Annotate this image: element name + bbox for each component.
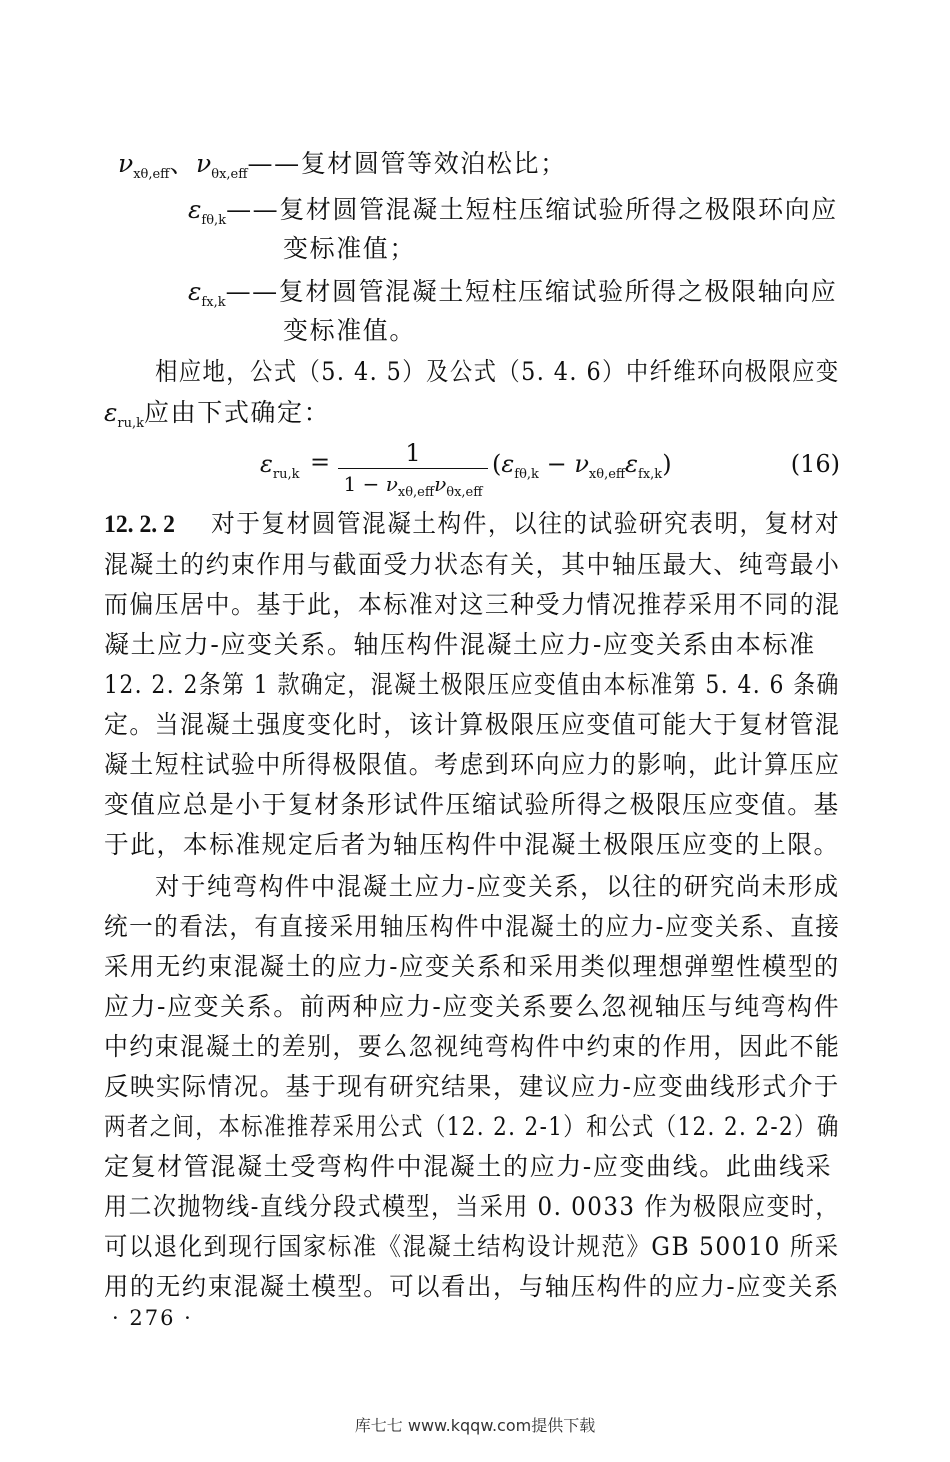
paragraph-line — [104, 1030, 840, 1064]
section-line — [104, 788, 840, 822]
separator: 、 — [169, 149, 197, 178]
subscript: xθ,eff — [397, 485, 435, 500]
paragraph-text: 中约束混凝土的差别，要么忽视纯弯构件中约束的作用，因此不能 — [104, 1032, 841, 1061]
symbol: ν — [574, 450, 589, 478]
equation-lhs — [260, 450, 300, 482]
paragraph-line — [104, 990, 840, 1024]
paragraph-text: 凝土短柱试验中所得极限值。考虑到环向应力的影响，此计算压应 — [104, 750, 841, 779]
section-line — [104, 668, 840, 702]
intro-line — [104, 396, 330, 441]
subscript: ru,k — [272, 466, 300, 482]
paragraph-text: 混凝土的约束作用与截面受力状态有关，其中轴压最大、纯弯最小 — [104, 550, 841, 579]
paragraph-text: 用的无约束混凝土模型。可以看出，与轴压构件的应力-应变关系 — [104, 1272, 840, 1301]
definition-continuation — [283, 232, 416, 266]
paragraph-text: 两者之间，本标准推荐采用公式（12. 2. 2-1）和公式（12. 2. 2-2）确 — [104, 1112, 840, 1141]
equals-sign: = — [310, 448, 331, 476]
equation-number: (16) — [790, 450, 840, 478]
symbol: ν — [434, 472, 447, 496]
paragraph-text: 而偏压居中。基于此，本标准对这三种受力情况推荐采用不同的混 — [104, 590, 841, 619]
subscript: fθ,k — [514, 466, 539, 482]
paragraph-text: 统一的看法，有直接采用轴压构件中混凝土的应力-应变关系、直接 — [104, 912, 841, 941]
paragraph-text: 可以退化到现行国家标准《混凝土结构设计规范》GB 50010 所采 — [104, 1232, 840, 1261]
paragraph-line — [104, 1270, 840, 1304]
definition-text: 变标准值。 — [283, 316, 417, 345]
symbol: ν — [196, 149, 212, 178]
paragraph-text: 相应地，公式（5. 4. 5）及公式（5. 4. 6）中纤维环向极限应变 — [155, 357, 840, 386]
subscript: θx,eff — [211, 167, 248, 182]
symbol: ε — [188, 195, 202, 224]
subscript: fθ,k — [201, 213, 227, 228]
subscript: ru,k — [117, 416, 145, 431]
subscript: xθ,eff — [133, 167, 170, 182]
section-line — [104, 548, 840, 582]
symbol: ν — [118, 149, 134, 178]
paragraph-line — [104, 950, 840, 984]
symbol: ε — [501, 450, 515, 478]
definition-text: 复材圆管混凝土短柱压缩试验所得之极限轴向应 — [278, 277, 838, 306]
paragraph-line — [104, 1070, 840, 1104]
paragraph-text: 定。当混凝土强度变化时，该计算极限压应变值可能大于复材管混 — [104, 710, 841, 739]
minus-sign: − — [546, 450, 567, 478]
dash: —— — [226, 195, 280, 224]
subscript: xθ,eff — [588, 466, 626, 482]
denominator-prefix: 1 − — [343, 472, 380, 496]
paragraph-line — [104, 1110, 840, 1144]
paragraph-text: 应力-应变关系。前两种应力-应变关系要么忽视轴压与纯弯构件 — [104, 992, 841, 1021]
equation-16 — [260, 438, 840, 498]
section-line — [104, 828, 840, 862]
symbol: ν — [385, 472, 398, 496]
paragraph-text: 对于复材圆管混凝土构件，以往的试验研究表明，复材对 — [211, 509, 841, 538]
section-line — [104, 748, 840, 782]
dash: —— — [247, 149, 301, 178]
paragraph-text: 应由下式确定： — [144, 398, 331, 427]
page-number: · 276 · — [112, 1306, 193, 1330]
paragraph-line — [104, 1230, 840, 1264]
paragraph-text: 对于纯弯构件中混凝土应力-应变关系，以往的研究尚未形成 — [155, 872, 840, 901]
paragraph-line — [155, 870, 840, 904]
section-line — [104, 628, 816, 662]
section-line — [104, 708, 840, 742]
section-number: 12. 2. 2 — [104, 511, 175, 538]
subscript: θx,eff — [446, 485, 483, 500]
paren: ) — [662, 450, 672, 478]
paragraph-text: 定复材管混凝土受弯构件中混凝土的应力-应变曲线。此曲线采 — [104, 1152, 833, 1181]
definition-text: 变标准值； — [283, 234, 417, 263]
symbol: ε — [625, 450, 639, 478]
definition-text: 复材圆管等效泊松比； — [300, 149, 567, 178]
paragraph-line — [104, 1190, 840, 1224]
dash: —— — [225, 277, 279, 306]
subscript: fx,k — [201, 295, 226, 310]
definition-continuation — [283, 314, 416, 348]
paragraph-text: 凝土应力-应变关系。轴压构件混凝土应力-应变关系由本标准 — [104, 630, 816, 659]
paren: ( — [492, 450, 502, 478]
denominator — [338, 469, 488, 508]
fraction — [338, 438, 488, 508]
paragraph-text: 12. 2. 2条第 1 款确定，混凝土极限压应变值由本标准第 5. 4. 6 条确 — [104, 670, 840, 699]
paragraph-text: 用二次抛物线-直线分段式模型，当采用 0. 0033 作为极限应变时， — [104, 1192, 840, 1221]
paragraph-text: 于此，本标准规定后者为轴压构件中混凝土极限压应变的上限。 — [104, 830, 840, 859]
equation-rhs — [492, 450, 672, 482]
paragraph-line — [104, 1150, 832, 1184]
subscript: fx,k — [638, 466, 663, 482]
symbol: ε — [260, 450, 273, 478]
paragraph-text: 采用无约束混凝土的应力-应变关系和采用类似理想弹塑性模型的 — [104, 952, 840, 981]
paragraph-text: 变值应总是小于复材条形试件压缩试验所得之极限压应变值。基 — [104, 790, 840, 819]
paragraph-text: 反映实际情况。基于现有研究结果，建议应力-应变曲线形式介于 — [104, 1072, 840, 1101]
paragraph-line — [104, 910, 840, 944]
symbol: ε — [104, 398, 118, 427]
numerator: 1 — [405, 439, 421, 467]
symbol: ε — [188, 277, 202, 306]
section-line — [104, 588, 840, 622]
intro-line — [155, 355, 840, 389]
definition-text: 复材圆管混凝土短柱压缩试验所得之极限环向应 — [279, 195, 838, 224]
section-line — [104, 507, 840, 542]
footer-watermark: 库七七 www.kqqw.com提供下载 — [354, 1416, 596, 1435]
definition-nu — [118, 147, 567, 192]
